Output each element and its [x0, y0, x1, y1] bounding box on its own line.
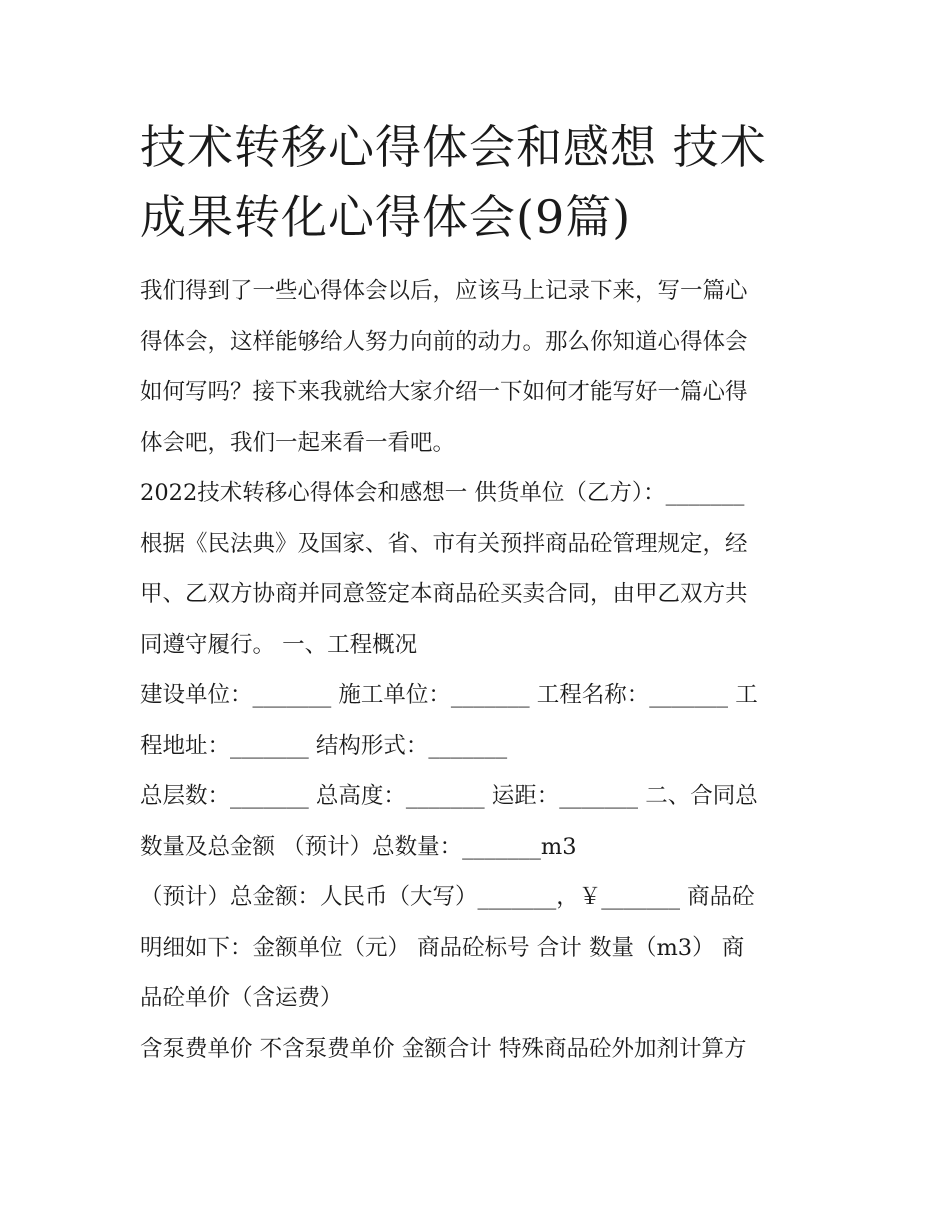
- contract-body: [140, 468, 812, 1074]
- body-line: 程地址：_______ 结构形式：_______: [140, 732, 508, 759]
- body-line: 根据《民法典》及国家、省、市有关预拌商品砼管理规定，经: [140, 530, 748, 557]
- body-line: 同遵守履行。 一、工程概况: [140, 631, 418, 658]
- body-line: 总层数：_______ 总高度：_______ 运距：_______ 二、合同总: [140, 783, 758, 809]
- title-line: 成果转化心得体会(9篇): [140, 190, 632, 244]
- body-line: 2022技术转移心得体会和感想一 供货单位（乙方）：_______: [140, 480, 745, 506]
- document-title: [140, 112, 812, 252]
- body-line: （预计）总金额：人民币（大写）_______，￥_______ 商品砼: [140, 884, 755, 910]
- intro-line: 如何写吗？接下来我就给大家介绍一下如何才能写好一篇心得: [140, 379, 748, 405]
- intro-line: 体会吧，我们一起来看一看吧。: [140, 429, 456, 456]
- body-line: 建设单位：_______ 施工单位：_______ 工程名称：_______ 工: [140, 682, 758, 708]
- body-line: 数量及总金额 （预计）总数量：_______m3: [140, 833, 577, 860]
- document-page: [140, 112, 812, 1074]
- title-line: 技术转移心得体会和感想 技术: [140, 120, 767, 174]
- body-line: 品砼单价（含运费）: [140, 985, 343, 1011]
- body-line: 明细如下：金额单位（元） 商品砼标号 合计 数量（m3） 商: [140, 934, 745, 961]
- body-line: 甲、乙双方协商并同意签定本商品砼买卖合同，由甲乙双方共: [140, 581, 748, 607]
- intro-paragraph: [140, 266, 812, 468]
- intro-line: 我们得到了一些心得体会以后，应该马上记录下来，写一篇心: [140, 278, 748, 304]
- intro-line: 得体会，这样能够给人努力向前的动力。那么你知道心得体会: [140, 328, 748, 355]
- body-line: 含泵费单价 不含泵费单价 金额合计 特殊商品砼外加剂计算方: [140, 1035, 747, 1062]
